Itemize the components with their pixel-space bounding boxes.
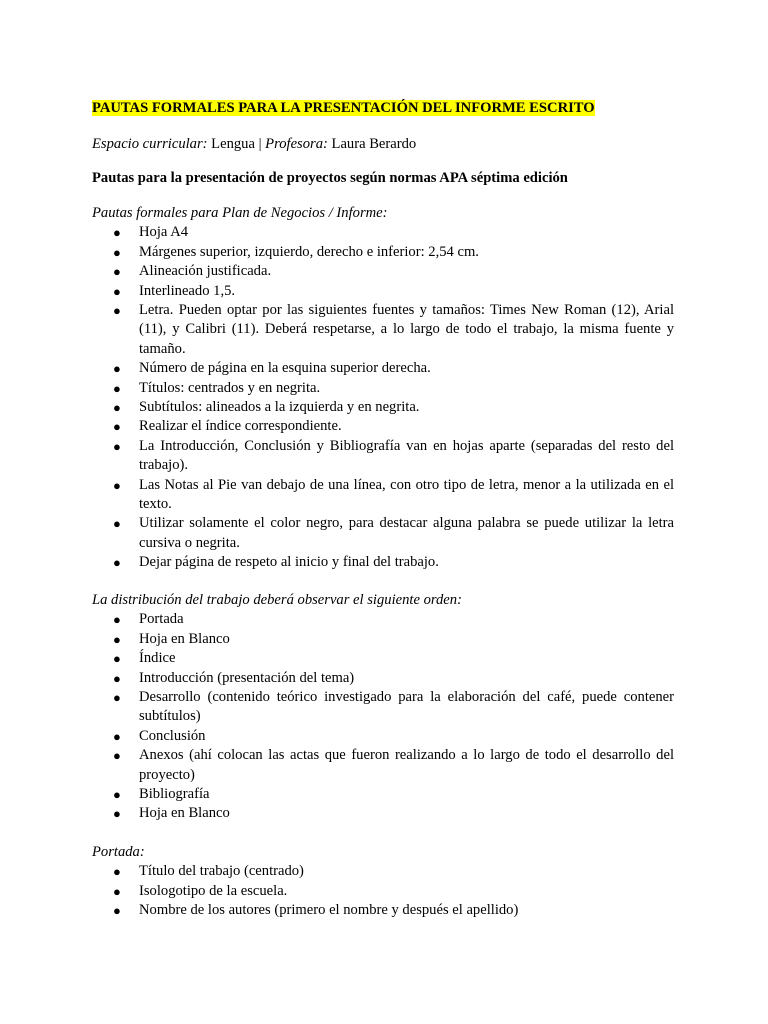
section-formal-guidelines <box>92 204 674 573</box>
bullet-icon: ● <box>113 438 121 454</box>
bullet-icon: ● <box>113 670 121 686</box>
bullet-icon: ● <box>113 283 121 299</box>
list-item <box>92 359 674 378</box>
list-item-text: Portada <box>139 611 184 628</box>
bullet-icon: ● <box>113 651 121 667</box>
bullet-icon: ● <box>113 225 121 241</box>
list-item-text: Bibliografía <box>139 786 210 803</box>
list-item-text: Hoja en Blanco <box>139 805 230 822</box>
list-item-text: Alineación justificada. <box>139 263 272 280</box>
list-item-text: Utilizar solamente el color negro, para destacar alguna palabra se puede utilizar la letra cursiva o negrita. <box>139 515 674 551</box>
bullet-icon: ● <box>113 748 121 764</box>
list-item-text: Isologotipo de la escuela. <box>139 882 288 899</box>
list-item <box>92 223 674 242</box>
title-highlight: PAUTAS FORMALES PARA LA PRESENTACIÓN DEL INFORME ESCRITO <box>92 100 595 116</box>
list-item-text: Márgenes superior, izquierdo, derecho e inferior: 2,54 cm. <box>139 243 479 260</box>
document-subtitle: Pautas para la presentación de proyectos según normas APA séptima edición <box>92 170 568 186</box>
bullet-icon: ● <box>113 690 121 706</box>
list-item-text: Anexos (ahí colocan las actas que fueron realizando a lo largo de todo el desarrollo del proyecto) <box>139 747 674 783</box>
course-info <box>92 135 416 154</box>
teacher-label: Profesora: <box>265 136 328 152</box>
subject-value: Lengua | <box>207 136 266 152</box>
list-item-text: Desarrollo (contenido teórico investigado para la elaboración del café, puede contener subtítulos) <box>139 689 674 725</box>
list-item <box>92 746 674 785</box>
list-item-text: La Introducción, Conclusión y Bibliografía van en hojas aparte (separadas del resto del trabajo). <box>139 437 674 474</box>
list-item <box>92 437 674 476</box>
list-item <box>92 379 674 398</box>
list-item-text: Títulos: centrados y en negrita. <box>139 379 321 396</box>
section-distribution-order <box>92 591 674 824</box>
bullet-icon: ● <box>113 612 121 628</box>
list-item <box>92 514 674 553</box>
list-item-text: Dejar página de respeto al inicio y final del trabajo. <box>139 554 439 571</box>
bullet-icon: ● <box>113 477 121 493</box>
list-item <box>92 649 674 668</box>
list-item <box>92 476 674 515</box>
section-heading: Portada: <box>92 844 145 860</box>
list-item <box>92 669 674 688</box>
bullet-list <box>92 862 674 920</box>
list-item-text: Hoja en Blanco <box>139 630 230 647</box>
list-item-text: Número de página en la esquina superior derecha. <box>139 360 431 377</box>
list-item-text: Las Notas al Pie van debajo de una línea, con otro tipo de letra, menor a la utilizada en el texto. <box>139 476 674 513</box>
bullet-icon: ● <box>113 728 121 744</box>
list-item-text: Conclusión <box>139 727 206 744</box>
list-item-text: Introducción (presentación del tema) <box>139 669 355 686</box>
list-item <box>92 610 674 629</box>
list-item-text: Realizar el índice correspondiente. <box>139 418 342 435</box>
bullet-icon: ● <box>113 555 121 571</box>
list-item-text: Hoja A4 <box>139 224 189 241</box>
list-item <box>92 417 674 436</box>
bullet-icon: ● <box>113 787 121 803</box>
teacher-value: Laura Berardo <box>327 136 417 152</box>
bullet-icon: ● <box>113 903 121 919</box>
bullet-icon: ● <box>113 400 121 416</box>
bullet-icon: ● <box>113 883 121 899</box>
bullet-icon: ● <box>113 806 121 822</box>
list-item <box>92 630 674 649</box>
document-title <box>92 99 595 118</box>
bullet-icon: ● <box>113 361 121 377</box>
list-item <box>92 243 674 262</box>
list-item-text: Índice <box>139 650 176 667</box>
list-item <box>92 882 674 901</box>
section-cover-page <box>92 843 674 921</box>
bullet-list <box>92 223 674 572</box>
bullet-icon: ● <box>113 419 121 435</box>
bullet-icon: ● <box>113 864 121 880</box>
section-heading: Pautas formales para Plan de Negocios / Informe: <box>92 205 388 221</box>
bullet-icon: ● <box>113 516 121 532</box>
list-item <box>92 262 674 281</box>
bullet-icon: ● <box>113 264 121 280</box>
list-item <box>92 301 674 359</box>
bullet-list <box>92 610 674 823</box>
list-item-text: Título del trabajo (centrado) <box>139 863 304 880</box>
list-item <box>92 282 674 301</box>
section-heading: La distribución del trabajo deberá observar el siguiente orden: <box>92 592 462 608</box>
list-item <box>92 727 674 746</box>
list-item <box>92 785 674 804</box>
bullet-icon: ● <box>113 303 121 319</box>
list-item <box>92 688 674 727</box>
list-item-text: Subtítulos: alineados a la izquierda y en negrita. <box>139 399 420 416</box>
list-item <box>92 553 674 572</box>
list-item <box>92 901 674 920</box>
list-item-text: Interlineado 1,5. <box>139 282 236 299</box>
list-item-text: Nombre de los autores (primero el nombre y después el apellido) <box>139 902 519 919</box>
document-page <box>92 0 674 1024</box>
subject-label: Espacio curricular: <box>92 136 208 152</box>
list-item-text: Letra. Pueden optar por las siguientes fuentes y tamaños: Times New Roman (12), Arial (11), y Calibri (11). Deberá respetarse, a lo largo de todo el trabajo, la misma fuente y tamaño. <box>139 302 674 357</box>
bullet-icon: ● <box>113 244 121 260</box>
bullet-icon: ● <box>113 380 121 396</box>
list-item <box>92 804 674 823</box>
list-item <box>92 862 674 881</box>
list-item <box>92 398 674 417</box>
bullet-icon: ● <box>113 631 121 647</box>
